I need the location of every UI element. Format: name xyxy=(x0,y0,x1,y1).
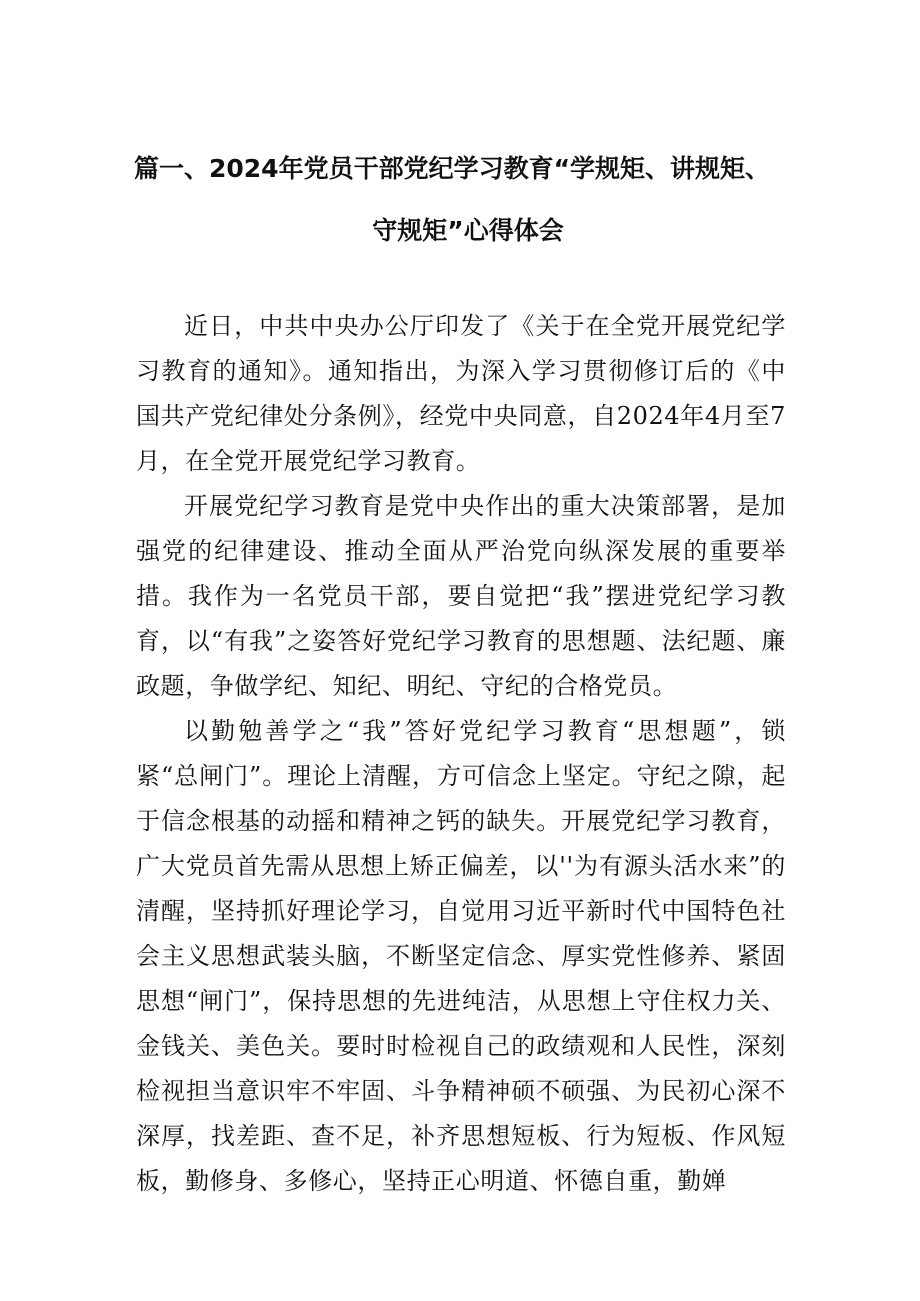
document-body xyxy=(136,304,786,1204)
title-line-1: 篇一、2024年党员干部党纪学习教育“学规矩、讲规矩、 xyxy=(134,154,771,183)
paragraph-2: 开展党纪学习教育是党中央作出的重大决策部署，是加强党的纪律建设、推动全面从严治党向纵深发展的重要举措。我作为一名党员干部，要自觉把“我”摆进党纪学习教育，以“有我”之姿答好党纪学习教育的思想题、法纪题、廉政题，争做学纪、知纪、明纪、守纪的合格党员。 xyxy=(136,492,786,700)
paragraph-3: 以勤勉善学之“我”答好党纪学习教育“思想题”，锁紧“总闸门”。理论上清醒，方可信念上坚定。守纪之隙，起于信念根基的动摇和精神之钙的缺失。开展党纪学习教育，广大党员首先需从思想上矫正偏差，以''为有源头活水来”的清醒，坚持抓好理论学习，自觉用习近平新时代中国特色社会主义思想武装头脑，不断坚定信念、厚实党性修养、紧固思想“闸门”，保持思想的先进纯洁，从思想上守住权力关、金钱关、美色关。要时时检视自己的政绩观和人民性，深刻检视担当意识牢不牢固、斗争精神硕不硕强、为民初心深不深厚，找差距、查不足，补齐思想短板、行为短板、作风短板，勤修身、多修心，坚持正心明道、怀德自重，勤婵 xyxy=(136,717,786,1195)
document-title xyxy=(120,138,800,262)
title-line-2: 守规矩”心得体会 xyxy=(372,216,564,245)
paragraph-1: 近日，中共中央办公厅印发了《关于在全党开展党纪学习教育的通知》。通知指出，为深入学习贯彻修订后的《中国共产党纪律处分条例》，经党中央同意，自2024年4月至7月，在全党开展党纪学习教育。 xyxy=(136,312,786,475)
